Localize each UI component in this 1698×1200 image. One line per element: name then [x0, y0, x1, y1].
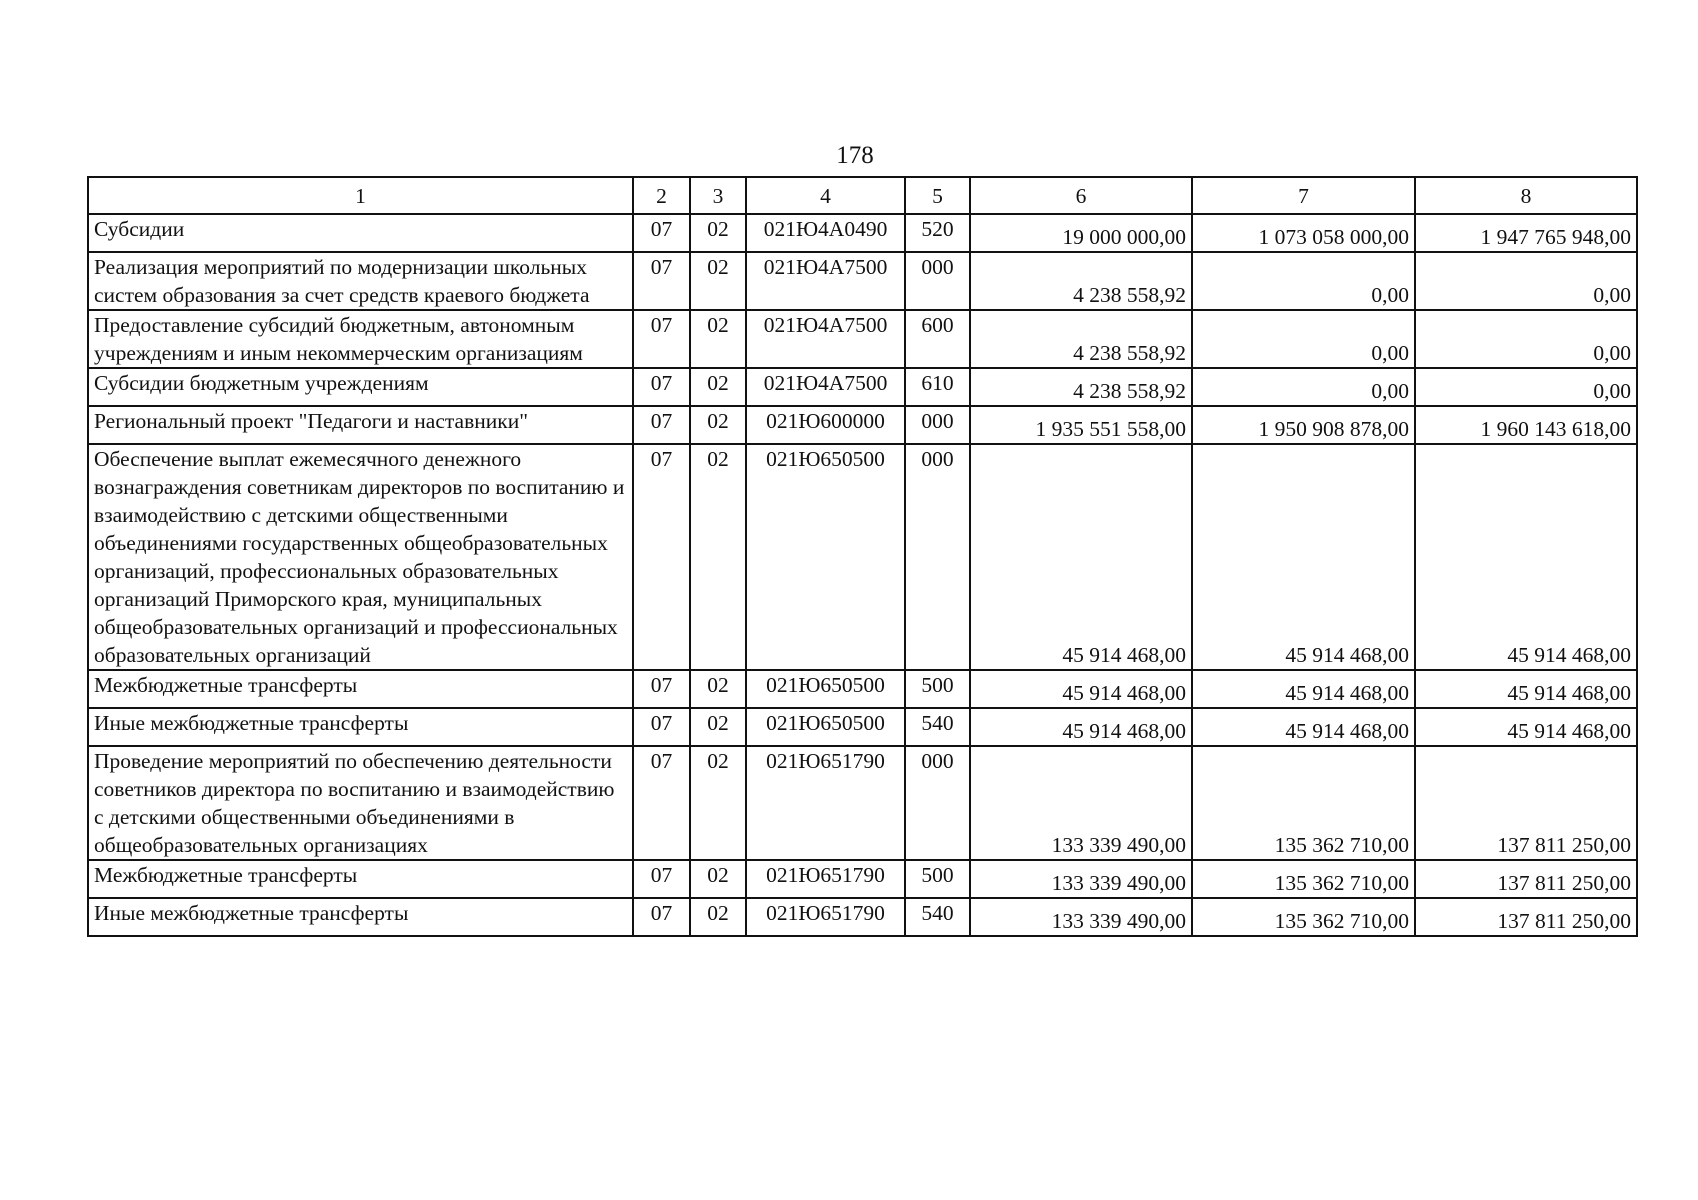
target-article-code: 021Ю650500	[746, 708, 905, 746]
amount-col-8: 45 914 468,00	[1415, 708, 1637, 746]
amount-col-8: 45 914 468,00	[1415, 670, 1637, 708]
table-row	[88, 406, 1637, 444]
subsection-code: 02	[690, 746, 746, 860]
target-article-code: 021Ю4А7500	[746, 310, 905, 368]
amount-col-7: 1 073 058 000,00	[1192, 214, 1415, 252]
row-name: Проведение мероприятий по обеспечению деятельности советников директора по воспитанию и взаимодействию с детскими общественными объединениями в общеобразовательных организациях	[88, 746, 633, 860]
table-row	[88, 214, 1637, 252]
subsection-code: 02	[690, 252, 746, 310]
column-header: 4	[746, 177, 905, 214]
section-code: 07	[633, 310, 690, 368]
amount-col-8: 45 914 468,00	[1415, 444, 1637, 670]
subsection-code: 02	[690, 444, 746, 670]
section-code: 07	[633, 252, 690, 310]
row-name: Предоставление субсидий бюджетным, автономным учреждениям и иным некоммерческим организациям	[88, 310, 633, 368]
amount-col-6: 133 339 490,00	[970, 860, 1192, 898]
amount-col-7: 135 362 710,00	[1192, 860, 1415, 898]
column-header: 1	[88, 177, 633, 214]
amount-col-7: 0,00	[1192, 252, 1415, 310]
table-row	[88, 898, 1637, 936]
amount-col-8: 1 960 143 618,00	[1415, 406, 1637, 444]
column-header: 3	[690, 177, 746, 214]
amount-col-6: 19 000 000,00	[970, 214, 1192, 252]
section-code: 07	[633, 860, 690, 898]
target-article-code: 021Ю651790	[746, 746, 905, 860]
target-article-code: 021Ю650500	[746, 444, 905, 670]
expense-type-code: 000	[905, 252, 970, 310]
amount-col-8: 137 811 250,00	[1415, 746, 1637, 860]
row-name: Субсидии бюджетным учреждениям	[88, 368, 633, 406]
table-row	[88, 444, 1637, 670]
amount-col-8: 137 811 250,00	[1415, 860, 1637, 898]
amount-col-6: 133 339 490,00	[970, 898, 1192, 936]
amount-col-6: 45 914 468,00	[970, 444, 1192, 670]
amount-col-7: 135 362 710,00	[1192, 746, 1415, 860]
expense-type-code: 520	[905, 214, 970, 252]
section-code: 07	[633, 708, 690, 746]
column-header: 2	[633, 177, 690, 214]
target-article-code: 021Ю651790	[746, 860, 905, 898]
subsection-code: 02	[690, 310, 746, 368]
table-row	[88, 252, 1637, 310]
section-code: 07	[633, 898, 690, 936]
section-code: 07	[633, 368, 690, 406]
target-article-code: 021Ю4А7500	[746, 368, 905, 406]
subsection-code: 02	[690, 406, 746, 444]
target-article-code: 021Ю650500	[746, 670, 905, 708]
row-name: Обеспечение выплат ежемесячного денежного вознаграждения советникам директоров по воспитанию и взаимодействию с детскими общественными объединениями государственных общеобразовательных организаций, профессиональных образовательных организаций Приморского края, муниципальных общеобразовательных организаций и профессиональных образовательных организаций	[88, 444, 633, 670]
amount-col-7: 0,00	[1192, 368, 1415, 406]
column-header: 6	[970, 177, 1192, 214]
target-article-code: 021Ю4А0490	[746, 214, 905, 252]
row-name: Иные межбюджетные трансферты	[88, 708, 633, 746]
row-name: Региональный проект "Педагоги и наставники"	[88, 406, 633, 444]
column-header: 5	[905, 177, 970, 214]
target-article-code: 021Ю651790	[746, 898, 905, 936]
row-name: Иные межбюджетные трансферты	[88, 898, 633, 936]
subsection-code: 02	[690, 860, 746, 898]
budget-table	[87, 176, 1638, 937]
table-row	[88, 708, 1637, 746]
expense-type-code: 500	[905, 860, 970, 898]
column-header: 8	[1415, 177, 1637, 214]
amount-col-7: 45 914 468,00	[1192, 670, 1415, 708]
table-row	[88, 746, 1637, 860]
section-code: 07	[633, 214, 690, 252]
amount-col-8: 137 811 250,00	[1415, 898, 1637, 936]
expense-type-code: 000	[905, 444, 970, 670]
expense-type-code: 540	[905, 898, 970, 936]
amount-col-6: 4 238 558,92	[970, 252, 1192, 310]
section-code: 07	[633, 746, 690, 860]
row-name: Межбюджетные трансферты	[88, 670, 633, 708]
subsection-code: 02	[690, 214, 746, 252]
target-article-code: 021Ю4А7500	[746, 252, 905, 310]
page-number: 178	[836, 142, 874, 169]
row-name: Реализация мероприятий по модернизации школьных систем образования за счет средств краевого бюджета	[88, 252, 633, 310]
expense-type-code: 000	[905, 746, 970, 860]
subsection-code: 02	[690, 898, 746, 936]
table-row	[88, 368, 1637, 406]
table-row	[88, 310, 1637, 368]
row-name: Межбюджетные трансферты	[88, 860, 633, 898]
section-code: 07	[633, 406, 690, 444]
header-row	[88, 177, 1637, 214]
subsection-code: 02	[690, 670, 746, 708]
amount-col-8: 1 947 765 948,00	[1415, 214, 1637, 252]
expense-type-code: 600	[905, 310, 970, 368]
amount-col-7: 1 950 908 878,00	[1192, 406, 1415, 444]
amount-col-6: 133 339 490,00	[970, 746, 1192, 860]
table-row	[88, 670, 1637, 708]
expense-type-code: 000	[905, 406, 970, 444]
expense-type-code: 500	[905, 670, 970, 708]
amount-col-8: 0,00	[1415, 368, 1637, 406]
expense-type-code: 610	[905, 368, 970, 406]
subsection-code: 02	[690, 708, 746, 746]
amount-col-6: 45 914 468,00	[970, 708, 1192, 746]
amount-col-6: 4 238 558,92	[970, 310, 1192, 368]
amount-col-7: 135 362 710,00	[1192, 898, 1415, 936]
amount-col-6: 1 935 551 558,00	[970, 406, 1192, 444]
amount-col-8: 0,00	[1415, 310, 1637, 368]
target-article-code: 021Ю600000	[746, 406, 905, 444]
amount-col-8: 0,00	[1415, 252, 1637, 310]
amount-col-7: 45 914 468,00	[1192, 708, 1415, 746]
amount-col-7: 45 914 468,00	[1192, 444, 1415, 670]
table-row	[88, 860, 1637, 898]
expense-type-code: 540	[905, 708, 970, 746]
amount-col-7: 0,00	[1192, 310, 1415, 368]
subsection-code: 02	[690, 368, 746, 406]
column-header: 7	[1192, 177, 1415, 214]
amount-col-6: 4 238 558,92	[970, 368, 1192, 406]
section-code: 07	[633, 444, 690, 670]
section-code: 07	[633, 670, 690, 708]
row-name: Субсидии	[88, 214, 633, 252]
amount-col-6: 45 914 468,00	[970, 670, 1192, 708]
